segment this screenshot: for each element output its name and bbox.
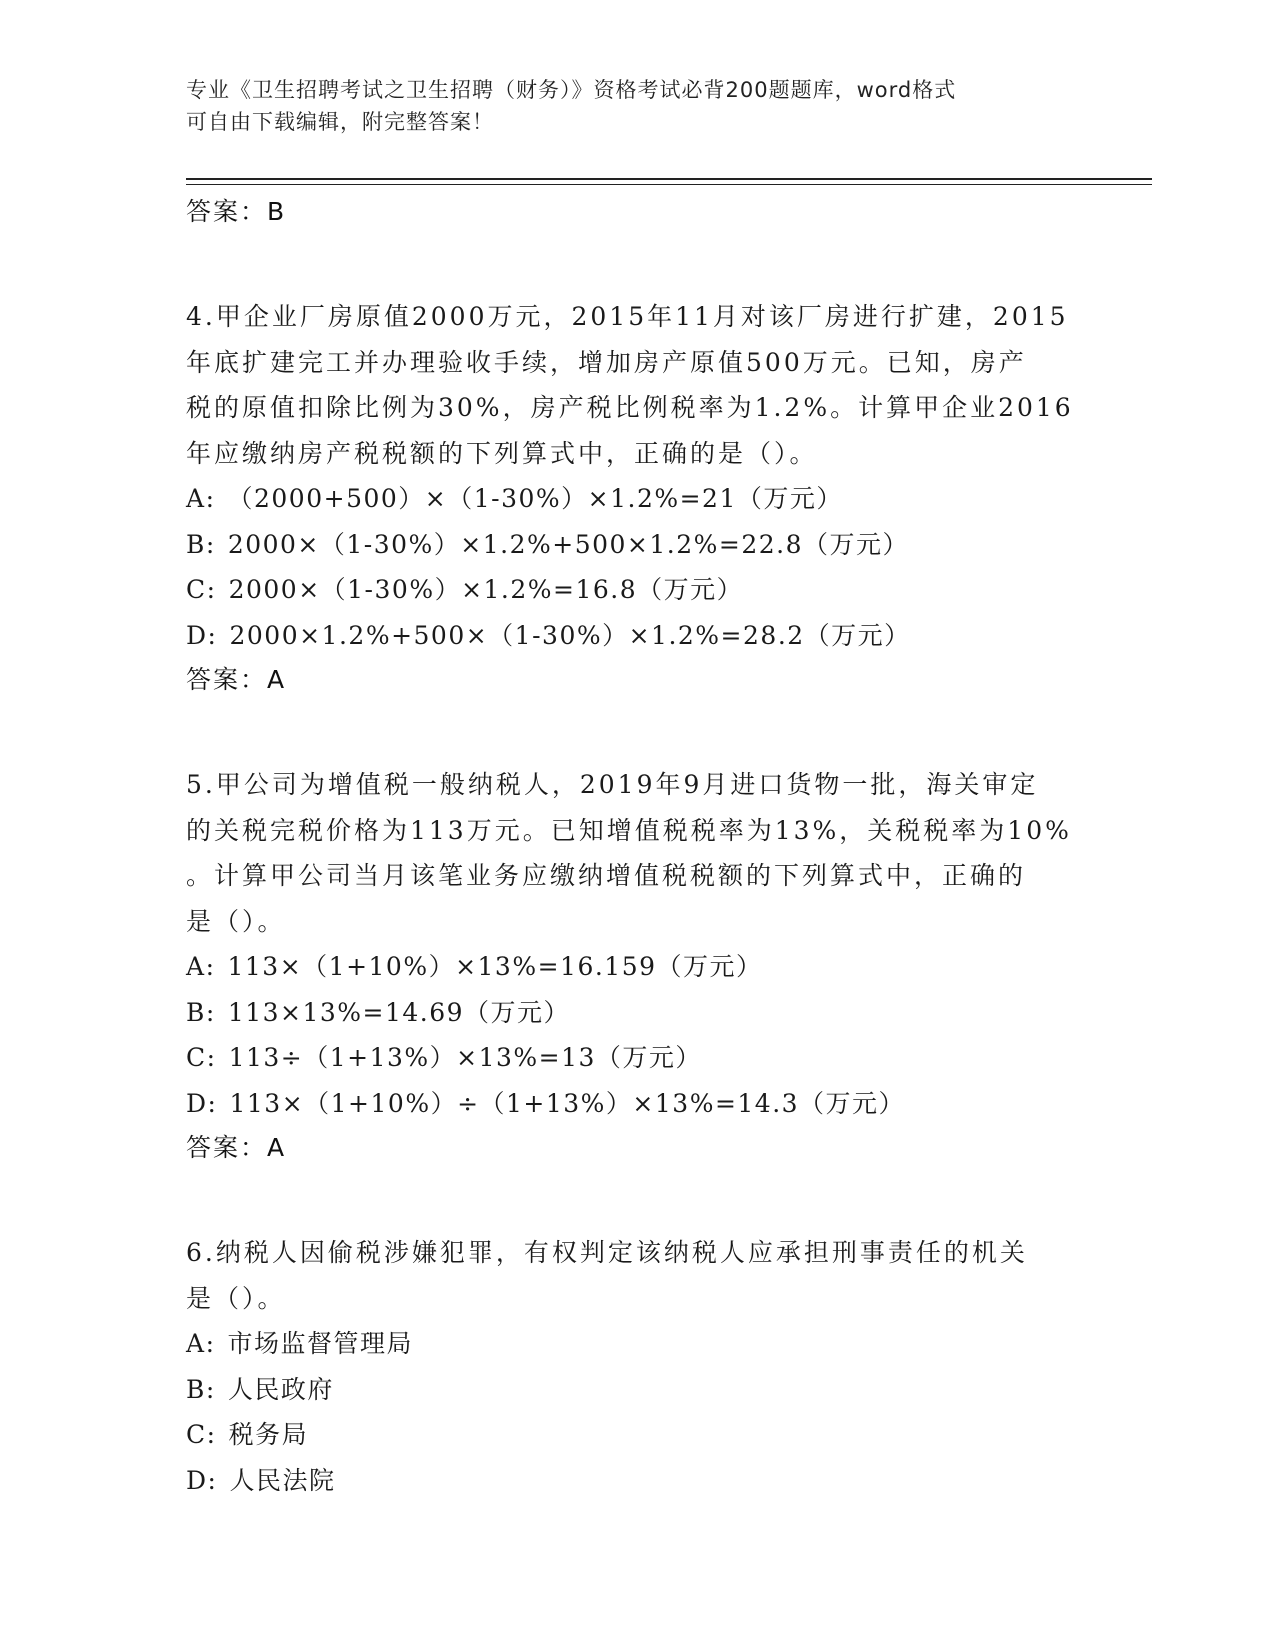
option-key: A xyxy=(186,952,206,981)
option-a xyxy=(186,1321,1086,1367)
option-text: 市场监督管理局 xyxy=(227,1329,414,1358)
question-line: 年应缴纳房产税税额的下列算式中，正确的是（）。 xyxy=(186,438,818,468)
question-line: 是（）。 xyxy=(186,1283,286,1313)
option-text: 113÷（1+13%）×13%=13（万元） xyxy=(228,1043,702,1072)
option-b xyxy=(186,1367,1086,1413)
option-separator: : xyxy=(206,575,217,604)
option-separator: : xyxy=(207,1465,218,1495)
option-text: 2000×1.2%+500×（1-30%）×1.2%=28.2（万元） xyxy=(229,620,911,650)
option-separator: : xyxy=(205,529,216,559)
option-text: 2000×（1-30%）×1.2%=16.8（万元） xyxy=(228,575,744,604)
option-separator: : xyxy=(206,1043,217,1072)
option-text: 人民法院 xyxy=(229,1465,336,1495)
option-key: A xyxy=(186,1329,206,1358)
option-key: B xyxy=(186,529,206,559)
option-a xyxy=(186,476,1086,522)
option-b xyxy=(186,990,1086,1036)
option-separator: : xyxy=(205,997,216,1027)
option-separator: : xyxy=(205,1329,216,1358)
option-d xyxy=(186,1458,1086,1504)
option-text: 113×（1+10%）×13%=16.159（万元） xyxy=(227,952,763,981)
document-body xyxy=(186,190,1086,1503)
answer-line: 答案：A xyxy=(186,1133,287,1162)
option-separator: : xyxy=(205,484,216,513)
question-line: 6.纳税人因偷税涉嫌犯罪，有权判定该纳税人应承担刑事责任的机关 xyxy=(186,1238,1028,1267)
option-key: B xyxy=(186,1374,206,1404)
option-key: C xyxy=(186,1043,207,1072)
option-key: C xyxy=(186,1420,207,1449)
header-rule-thin xyxy=(186,184,1152,185)
question-line: 年底扩建完工并办理验收手续，增加房产原值500万元。已知，房产 xyxy=(186,347,1027,377)
question-line: 5.甲公司为增值税一般纳税人，2019年9月进口货物一批，海关审定 xyxy=(186,770,1039,799)
question-line: 的关税完税价格为113万元。已知增值税税率为13%，关税税率为10% xyxy=(186,815,1072,845)
option-text: 113×（1+10%）÷（1+13%）×13%=14.3（万元） xyxy=(229,1088,906,1118)
option-key: D xyxy=(186,1465,208,1495)
option-d xyxy=(186,613,1086,659)
answer-line: 答案：A xyxy=(186,665,287,694)
option-d xyxy=(186,1081,1086,1127)
option-c xyxy=(186,1035,1086,1081)
document-header xyxy=(186,74,1066,138)
question-line: 税的原值扣除比例为30%，房产税比例税率为1.2%。计算甲企业2016 xyxy=(186,393,1074,422)
option-separator: : xyxy=(206,1420,217,1449)
option-key: B xyxy=(186,997,206,1027)
header-line-1: 专业《卫生招聘考试之卫生招聘（财务）》资格考试必背200题题库，word格式 xyxy=(186,78,957,102)
question-block xyxy=(186,1230,1086,1503)
option-separator: : xyxy=(205,1374,216,1404)
header-line-2: 可自由下载编辑，附完整答案！ xyxy=(186,110,494,134)
option-key: A xyxy=(186,484,206,513)
option-separator: : xyxy=(205,952,216,981)
answer-line: 答案：B xyxy=(186,197,287,226)
question-line: 。计算甲公司当月该笔业务应缴纳增值税税额的下列算式中，正确的 xyxy=(186,861,1027,890)
option-key: D xyxy=(186,620,208,650)
option-text: 人民政府 xyxy=(227,1374,334,1404)
option-c xyxy=(186,1412,1086,1458)
option-key: C xyxy=(186,575,207,604)
option-b xyxy=(186,522,1086,568)
header-rule-thick xyxy=(186,178,1152,180)
option-separator: : xyxy=(207,1088,218,1118)
question-line: 是（）。 xyxy=(186,906,286,936)
option-separator: : xyxy=(207,620,218,650)
option-text: 2000×（1-30%）×1.2%+500×1.2%=22.8（万元） xyxy=(227,529,909,559)
option-text: 税务局 xyxy=(228,1420,309,1449)
option-text: 113×13%=14.69（万元） xyxy=(227,997,571,1027)
question-block xyxy=(186,762,1086,1170)
option-key: D xyxy=(186,1088,208,1118)
option-c xyxy=(186,567,1086,613)
option-text: （2000+500）×（1-30%）×1.2%=21（万元） xyxy=(227,484,843,513)
question-line: 4.甲企业厂房原值2000万元，2015年11月对该厂房进行扩建，2015 xyxy=(186,302,1069,331)
question-block xyxy=(186,294,1086,702)
option-a xyxy=(186,944,1086,990)
